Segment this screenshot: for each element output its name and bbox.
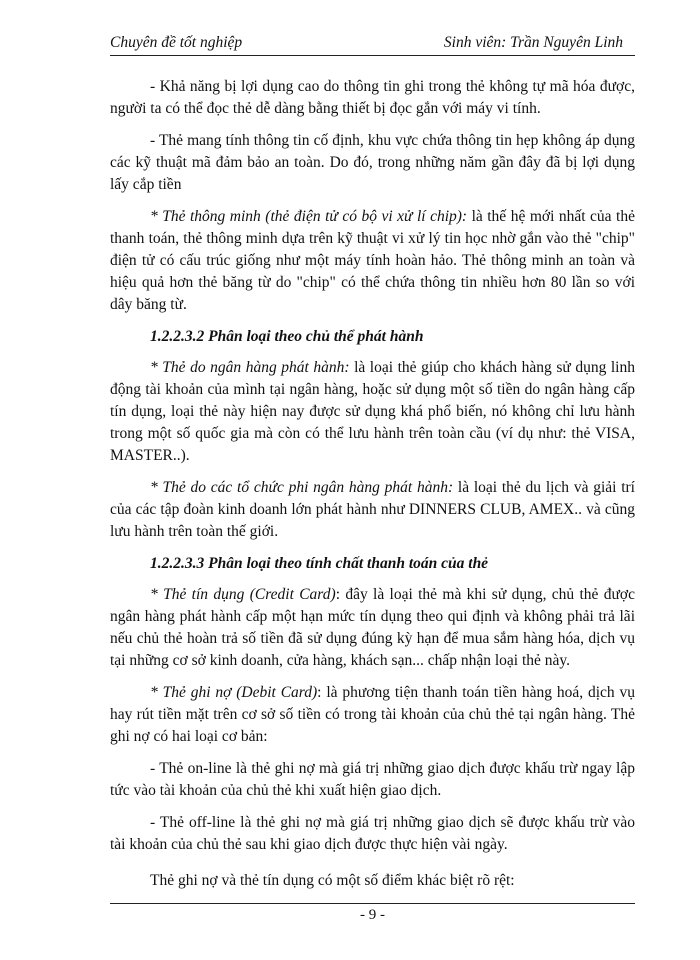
paragraph-readability-risk: - Khả năng bị lợi dụng cao do thông tin ghi trong thẻ không tự mã hóa được, người ta có thể đọc thẻ dễ dàng bằng thiết bị đọc gắn với máy vi tính. [110,78,635,117]
term-credit-card: * Thẻ tín dụng (Credit Card) [150,586,336,603]
paragraph-non-bank-issued-card: * Thẻ do các tổ chức phi ngân hàng phát hành: là loại thẻ du lịch và giải trí của các tập đoàn kinh doanh lớn phát hành như DINNERS CLUB, AMEX.. và cũng lưu hành trên toàn thế giới. [110,479,635,540]
header-divider [110,55,635,56]
footer-divider [110,903,635,904]
paragraph-differences-intro: Thẻ ghi nợ và thẻ tín dụng có một số điểm khác biệt rõ rệt: [150,872,515,889]
term-smart-card: * Thẻ thông minh (thẻ điện tử có bộ vi xử lí chip): [150,208,468,225]
paragraph-credit-card: * Thẻ tín dụng (Credit Card): đây là loại thẻ mà khi sử dụng, chủ thẻ được ngân hàng phát hành cấp một hạn mức tín dụng theo qui định và không phải trả lãi nếu chủ thẻ hoàn trả số tiền đã sử dụng đúng kỳ hạn để mua sắm hàng hóa, dịch vụ tại những cơ sở kinh doanh, cửa hàng, khách sạn... chấp nhận loại thẻ này. [110,586,635,669]
term-bank-issued-card: * Thẻ do ngân hàng phát hành: [150,359,350,376]
paragraph-smart-card: * Thẻ thông minh (thẻ điện tử có bộ vi xử lí chip): là thế hệ mới nhất của thẻ thanh toán, thẻ thông minh dựa trên kỹ thuật vi xử lý tin học nhờ gắn vào thẻ "chip" điện tử có cấu trúc giống như một máy tính hoàn hảo. Thẻ thông minh an toàn và hiệu quả hơn thẻ băng từ do "chip" có thể chứa thông tin nhiều hơn 80 lần so với dây băng từ. [110,208,635,313]
document-body [110,76,635,902]
header-student-name: Sinh viên: Trần Nguyên Linh [443,34,623,51]
paragraph-offline-debit: - Thẻ off-line là thẻ ghi nợ mà giá trị những giao dịch sẽ được khấu trừ vào tài khoản của chủ thẻ sau khi giao dịch được thực hiện vài ngày. [110,814,635,853]
paragraph-fixed-information: - Thẻ mang tính thông tin cố định, khu vực chứa thông tin hẹp không áp dụng các kỹ thuật mã đảm bảo an toàn. Do đó, trong những năm gần đây đã bị lợi dụng lấy cắp tiền [110,132,635,193]
page-header [110,30,623,54]
section-heading-by-issuer: 1.2.2.3.2 Phân loại theo chủ thể phát hành [150,328,424,345]
paragraph-online-debit: - Thẻ on-line là thẻ ghi nợ mà giá trị những giao dịch được khấu trừ ngay lập tức vào tài khoản của chủ thẻ khi xuất hiện giao dịch. [110,760,635,799]
page-number: - 9 - [360,907,385,923]
term-debit-card: * Thẻ ghi nợ (Debit Card) [150,684,318,701]
paragraph-bank-issued-card: * Thẻ do ngân hàng phát hành: là loại thẻ giúp cho khách hàng sử dụng linh động tài khoản của mình tại ngân hàng, hoặc sử dụng một số tiền do ngân hàng cấp tín dụng, loại thẻ này hiện nay được sử dụng khá phổ biến, nó không chỉ lưu hành trong một số quốc gia mà còn có thể lưu hành trên toàn cầu (ví dụ như: thẻ VISA, MASTER..). [110,359,635,464]
header-document-title: Chuyên đề tốt nghiệp [110,34,243,51]
paragraph-debit-card: * Thẻ ghi nợ (Debit Card): là phương tiện thanh toán tiền hàng hoá, dịch vụ hay rút tiền mặt trên cơ sở số tiền có trong tài khoản của chủ thẻ tại ngân hàng. Thẻ ghi nợ có hai loại cơ bản: [110,684,635,745]
section-heading-by-payment-nature: 1.2.2.3.3 Phân loại theo tính chất thanh toán của thẻ [150,555,489,572]
term-non-bank-card: * Thẻ do các tổ chức phi ngân hàng phát hành: [150,479,454,496]
